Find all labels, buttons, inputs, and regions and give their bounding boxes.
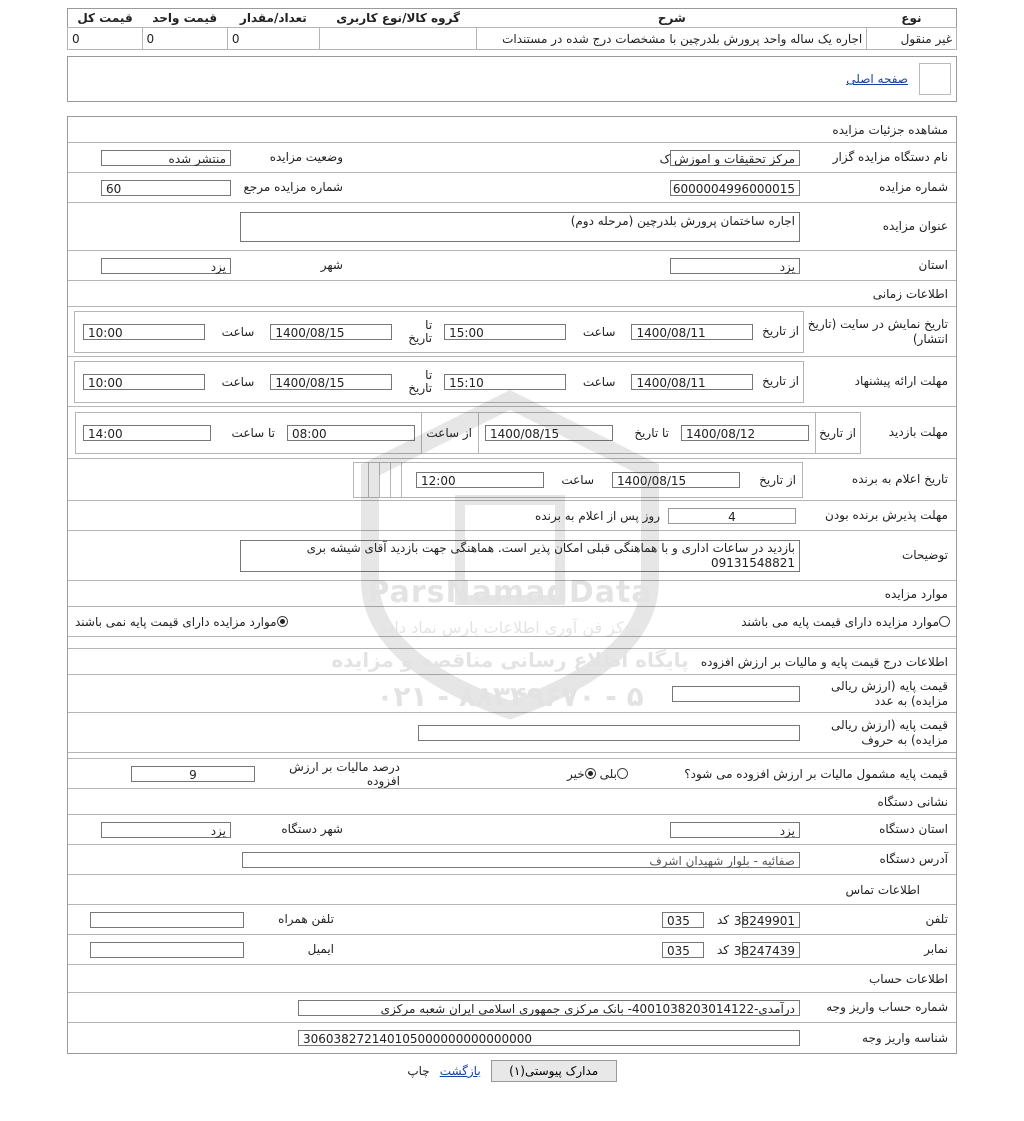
fax-code-label: کد [716,942,729,957]
cell-total: 0 [68,28,143,50]
display-label: تاریخ نمایش در سایت (تاریخ انتشار) [807,316,948,346]
vat-no-label: خیر [567,766,585,781]
fax-label: نمابر [924,942,948,956]
display-range [74,311,804,353]
watermark-brand: ParsNamadData [367,575,653,610]
visit-label: مهلت بازدید [888,425,948,439]
offer-from-time-field[interactable]: 15:10 [444,374,566,390]
display-from-hour-label: ساعت [582,324,616,339]
header-unit-price: قیمت واحد [152,11,218,25]
accept-label: مهلت پذیرش برنده بودن [825,508,948,522]
account-label: شماره حساب واریز وجه [826,1000,948,1014]
account-id-label: شناسه واریز وجه [862,1030,948,1045]
row-visit-deadline [68,407,956,459]
winner-time-field[interactable]: 12:00 [416,472,544,488]
has-base-radio[interactable] [939,616,950,627]
email-label: ایمیل [307,942,334,956]
row-org-province [68,815,956,845]
status-field[interactable]: منتشر شده [101,150,231,166]
items-table-header [68,9,957,28]
base-num-label: قیمت پایه (ارزش ریالی مزایده) به عدد [831,678,948,708]
cell-qty: 0 [227,28,319,50]
header-desc: شرح [657,11,686,25]
footer [67,1060,957,1082]
subject-field[interactable]: اجاره ساختمان پرورش بلدرچین (مرحله دوم) [240,212,800,242]
items-title: موارد مزایده [68,581,956,607]
offer-from-label: از تاریخ [762,374,799,388]
notes-field[interactable]: بازدید در ساعات اداری و با هماهنگی قبلی امکان پذیر است. هماهنگی جهت بازدید آقای شیشه بری 09131548821 [240,540,800,572]
no-base-label: موارد مزایده دارای قیمت پایه نمی باشند [75,614,277,629]
offer-label: مهلت ارائه پیشنهاد [854,374,948,388]
winner-from-field[interactable]: 1400/08/15 [612,472,740,488]
attachments-button[interactable]: مدارک پیوستی(۱) [491,1060,617,1082]
home-link[interactable]: صفحه اصلی [846,72,908,86]
fax-code-field[interactable]: 035 [662,942,704,958]
header-total: قیمت کل [77,11,133,25]
accept-suffix: روز پس از اعلام به برنده [535,508,660,523]
offer-range [74,361,804,403]
phone-code-field[interactable]: 035 [662,912,704,928]
row-vat [68,759,956,789]
status-label: وضعیت مزایده [269,150,343,164]
ref-no-field[interactable]: 60 [101,180,231,196]
display-from-field[interactable]: 1400/08/11 [631,324,753,340]
no-base-radio[interactable] [277,616,288,627]
home-icon[interactable] [919,63,951,95]
display-to-field[interactable]: 1400/08/15 [270,324,392,340]
visit-from-time-field[interactable]: 08:00 [287,425,415,441]
org-province-field[interactable]: یزد [670,822,800,838]
watermark-line1: مرکز فن آوری اطلاعات پارس نماد داده [378,618,642,637]
contact-title: اطلاعات تماس [68,875,956,905]
account-field[interactable]: درآمدی-4001038203014122- بانک مرکزی جمهوری اسلامی ایران شعبه مرکزی [298,1000,800,1016]
display-from-time-field[interactable]: 15:00 [444,324,566,340]
auction-no-field[interactable]: 6000004996000015 [670,180,800,196]
province-field[interactable]: یزد [670,258,800,274]
phone-code-label: کد [716,912,729,927]
details-panel [67,116,957,1054]
option-has-base[interactable] [505,615,956,629]
visit-to-label: تا تاریخ [634,425,669,440]
table-row [68,28,957,50]
vat-yes-label: بلی [599,766,617,781]
row-org-address [68,845,956,875]
visit-from-field[interactable]: 1400/08/12 [681,425,809,441]
visit-to-hour-label: تا ساعت [231,425,275,440]
visit-range [75,412,861,454]
subject-label: عنوان مزایده [882,219,948,233]
winner-label: تاریخ اعلام به برنده [851,472,948,486]
offer-from-field[interactable]: 1400/08/11 [631,374,753,390]
org-label: نام دستگاه مزایده گزار [832,150,948,164]
visit-to-time-field[interactable]: 14:00 [83,425,211,441]
vat-percent-field[interactable]: 9 [131,766,255,782]
phone-field[interactable]: 38249901 [742,912,800,928]
org-city-label: شهر دستگاه [281,822,343,836]
row-items-options [68,607,956,637]
city-field[interactable]: یزد [101,258,231,274]
has-base-label: موارد مزایده دارای قیمت پایه می باشند [741,614,939,629]
org-address-field[interactable]: صفائیه - بلوار شهیدان اشرف [242,852,800,868]
offer-to-field[interactable]: 1400/08/15 [270,374,392,390]
row-province [68,251,956,281]
visit-to-field[interactable]: 1400/08/15 [485,425,613,441]
row-fax [68,935,956,965]
items-table [67,8,957,50]
row-display-date [68,307,956,357]
vat-question: قیمت پایه مشمول مالیات بر ارزش افزوده می شود؟ [684,766,948,781]
details-title: مشاهده جزئیات مزایده [68,117,956,143]
row-base-num [68,675,956,713]
vat-yes-radio[interactable] [617,768,628,779]
base-num-field[interactable] [672,686,800,702]
fax-field[interactable]: 38247439 [742,942,800,958]
row-accept-days [68,501,956,531]
province-label: استان [918,258,948,272]
winner-extra-cells [368,462,402,498]
email-field[interactable] [90,942,244,958]
header-type: نوع [901,11,922,25]
mobile-field[interactable] [90,912,244,928]
mobile-label: تلفن همراه [278,912,334,926]
auction-no-label: شماره مزایده [879,180,948,194]
vat-radio-group [408,767,628,781]
row-phone [68,905,956,935]
visit-from-label: از تاریخ [815,412,860,454]
pricing-title: اطلاعات درج قیمت پایه و مالیات بر ارزش افزوده [68,649,956,675]
cell-desc: اجاره یک ساله واحد پرورش بلدرچین با مشخصات درج شده در مستندات [477,28,867,50]
row-base-words [68,713,956,753]
org-address-label: آدرس دستگاه [879,852,948,866]
row-offer-deadline [68,357,956,407]
print-link[interactable]: چاپ [407,1064,430,1078]
vat-no-radio[interactable] [585,768,596,779]
row-auction-no [68,173,956,203]
cell-group [319,28,477,50]
org-city-field[interactable]: یزد [101,822,231,838]
winner-range [353,462,803,498]
cell-unit-price: 0 [142,28,227,50]
header-group: گروه کالا/نوع کاربری [336,11,461,25]
winner-hour-label: ساعت [561,472,594,487]
option-no-base[interactable] [75,615,505,629]
display-to-time-field[interactable]: 10:00 [83,324,205,340]
offer-to-label: تا تاریخ [408,367,433,395]
org-address-title: نشانی دستگاه [68,789,956,815]
org-field[interactable]: مرکز تحقیقات و اموزش ک [670,150,800,166]
org-province-label: استان دستگاه [879,822,948,836]
row-winner-date [68,459,956,501]
notes-label: توضیحات [901,548,948,562]
row-subject [68,203,956,251]
watermark-line2: پایگاه اطلاع رسانی مناقصه و مزایده [331,648,689,672]
account-title: اطلاعات حساب [68,965,956,993]
base-words-field[interactable] [418,725,800,741]
home-box [67,56,957,102]
phone-label: تلفن [925,912,948,926]
page-container [67,8,957,1082]
account-id-field[interactable]: 306038272140105000000000000000 [298,1030,800,1046]
offer-to-time-field[interactable]: 10:00 [83,374,205,390]
row-account-id [68,1023,956,1053]
base-words-label: قیمت پایه (ارزش ریالی مزایده) به حروف [831,717,948,747]
offer-to-hour-label: ساعت [221,374,255,389]
row-account [68,993,956,1023]
accept-days-field[interactable]: 4 [668,508,796,524]
visit-from-hour-label: از ساعت [421,412,479,454]
vat-percent-label: درصد مالیات بر ارزش افزوده [289,759,400,788]
offer-from-hour-label: ساعت [582,374,616,389]
watermark-phone: ۰۲۱ - ۸۸۳۴۹۶۷۰ - ۵ [376,680,644,713]
display-from-label: از تاریخ [762,324,799,338]
display-to-hour-label: ساعت [221,324,255,339]
row-notes [68,531,956,581]
timing-title: اطلاعات زمانی [68,281,956,307]
winner-from-label: از تاریخ [759,472,796,487]
ref-no-label: شماره مزایده مرجع [243,180,343,194]
cell-type: غیر منقول [867,28,957,50]
back-link[interactable]: بازگشت [439,1064,481,1078]
row-org [68,143,956,173]
city-label: شهر [320,258,343,272]
header-qty: تعداد/مقدار [239,11,307,25]
spacer-row [68,637,956,649]
display-to-label: تا تاریخ [408,317,433,345]
